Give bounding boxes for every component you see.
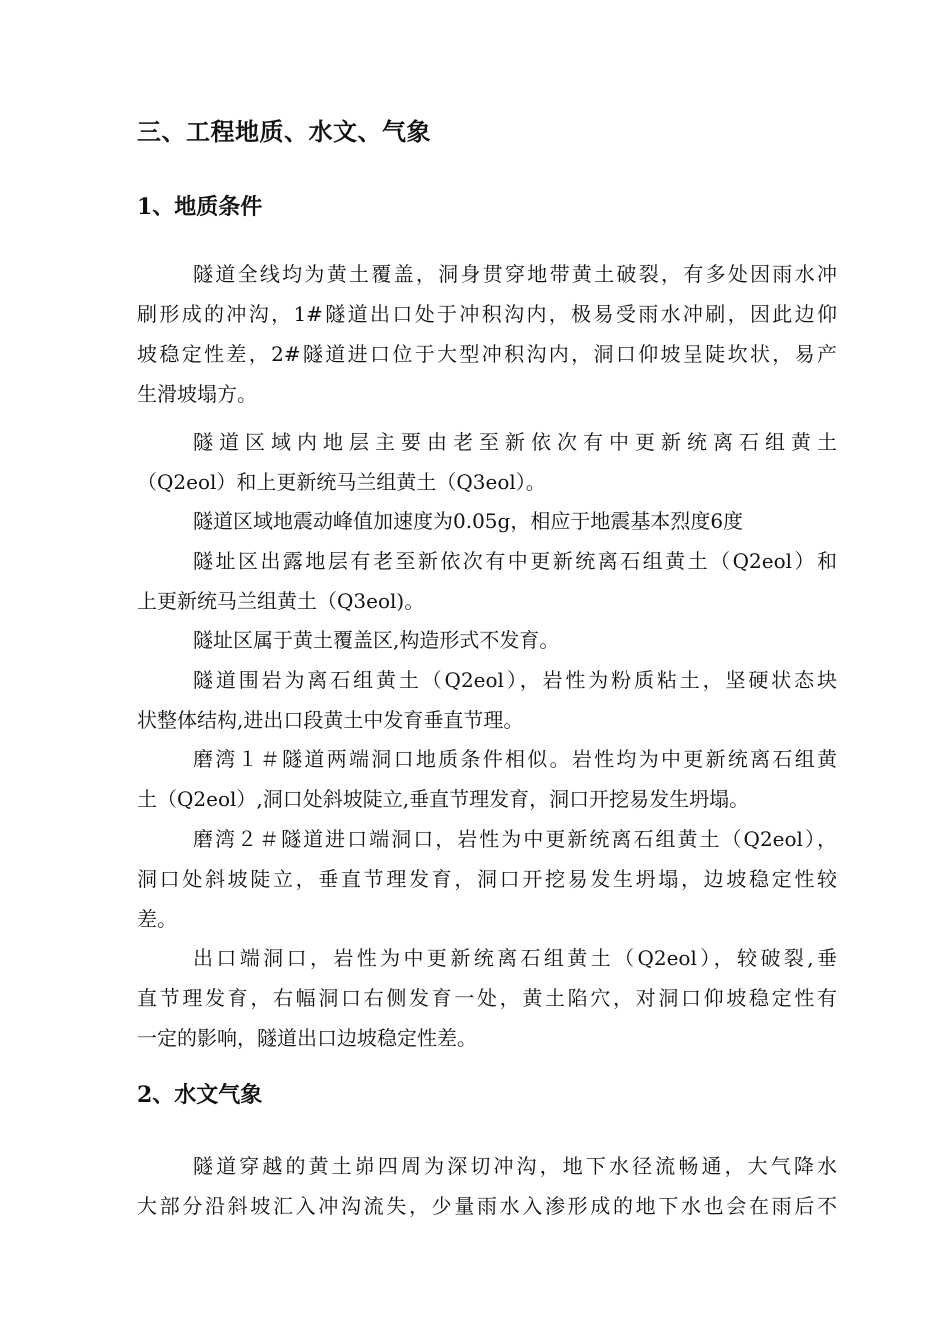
text-line: 差。: [137, 907, 177, 931]
text-line: 生滑坡塌方。: [137, 382, 257, 406]
text-line: 隧道区域地震动峰值加速度为0.05g，相应于地震基本烈度6度: [193, 509, 744, 533]
text-line: 隧址区属于黄土覆盖区,构造形式不发育。: [193, 628, 560, 652]
text-line: 磨湾２＃隧道进口端洞口，岩性为中更新统离石组黄土（Q2eol），: [193, 827, 837, 851]
text-line: 坡稳定性差，2#隧道进口位于大型冲积沟内，洞口仰坡呈陡坎状，易产: [137, 342, 837, 366]
section-heading: 三、工程地质、水文、气象: [137, 117, 431, 146]
text-line: 隧道穿越的黄土峁四周为深切冲沟，地下水径流畅通，大气降水: [193, 1154, 837, 1178]
text-line: 出口端洞口，岩性为中更新统离石组黄土（Q2eol），较破裂,垂: [193, 946, 837, 970]
text-line: 上更新统马兰组黄土（Q3eol)。: [137, 589, 425, 613]
text-line: 大部分沿斜坡汇入冲沟流失，少量雨水入渗形成的地下水也会在雨后不: [137, 1194, 837, 1218]
text-line: 隧址区出露地层有老至新依次有中更新统离石组黄土（Q2eol）和: [193, 549, 837, 573]
text-line: 土（Q2eol）,洞口处斜坡陡立,垂直节理发育，洞口开挖易发生坍塌。: [137, 787, 750, 811]
text-line: 磨湾１＃隧道两端洞口地质条件相似。岩性均为中更新统离石组黄: [193, 747, 837, 771]
text-line: 洞口处斜坡陡立，垂直节理发育，洞口开挖易发生坍塌，边坡稳定性较: [137, 867, 837, 891]
text-line: 隧道围岩为离石组黄土（Q2eol），岩性为粉质粘土，坚硬状态块: [193, 668, 837, 692]
text-line: 隧道区域内地层主要由老至新依次有中更新统离石组黄土: [193, 430, 837, 454]
text-line: （Q2eol）和上更新统马兰组黄土（Q3eol）。: [137, 470, 546, 494]
text-line: 状整体结构,进出口段黄土中发育垂直节理。: [137, 708, 524, 732]
subsection-heading-geology: 1、地质条件: [137, 194, 263, 220]
text-line: 刷形成的冲沟，1#隧道出口处于冲积沟内，极易受雨水冲刷，因此边仰: [137, 302, 837, 326]
text-line: 隧道全线均为黄土覆盖，洞身贯穿地带黄土破裂，有多处因雨水冲: [193, 262, 837, 286]
text-line: 直节理发育，右幅洞口右侧发育一处，黄土陷穴，对洞口仰坡稳定性有: [137, 986, 837, 1010]
text-line: 一定的影响，隧道出口边坡稳定性差。: [137, 1026, 477, 1050]
subsection-heading-hydrology: 2、水文气象: [137, 1082, 263, 1108]
